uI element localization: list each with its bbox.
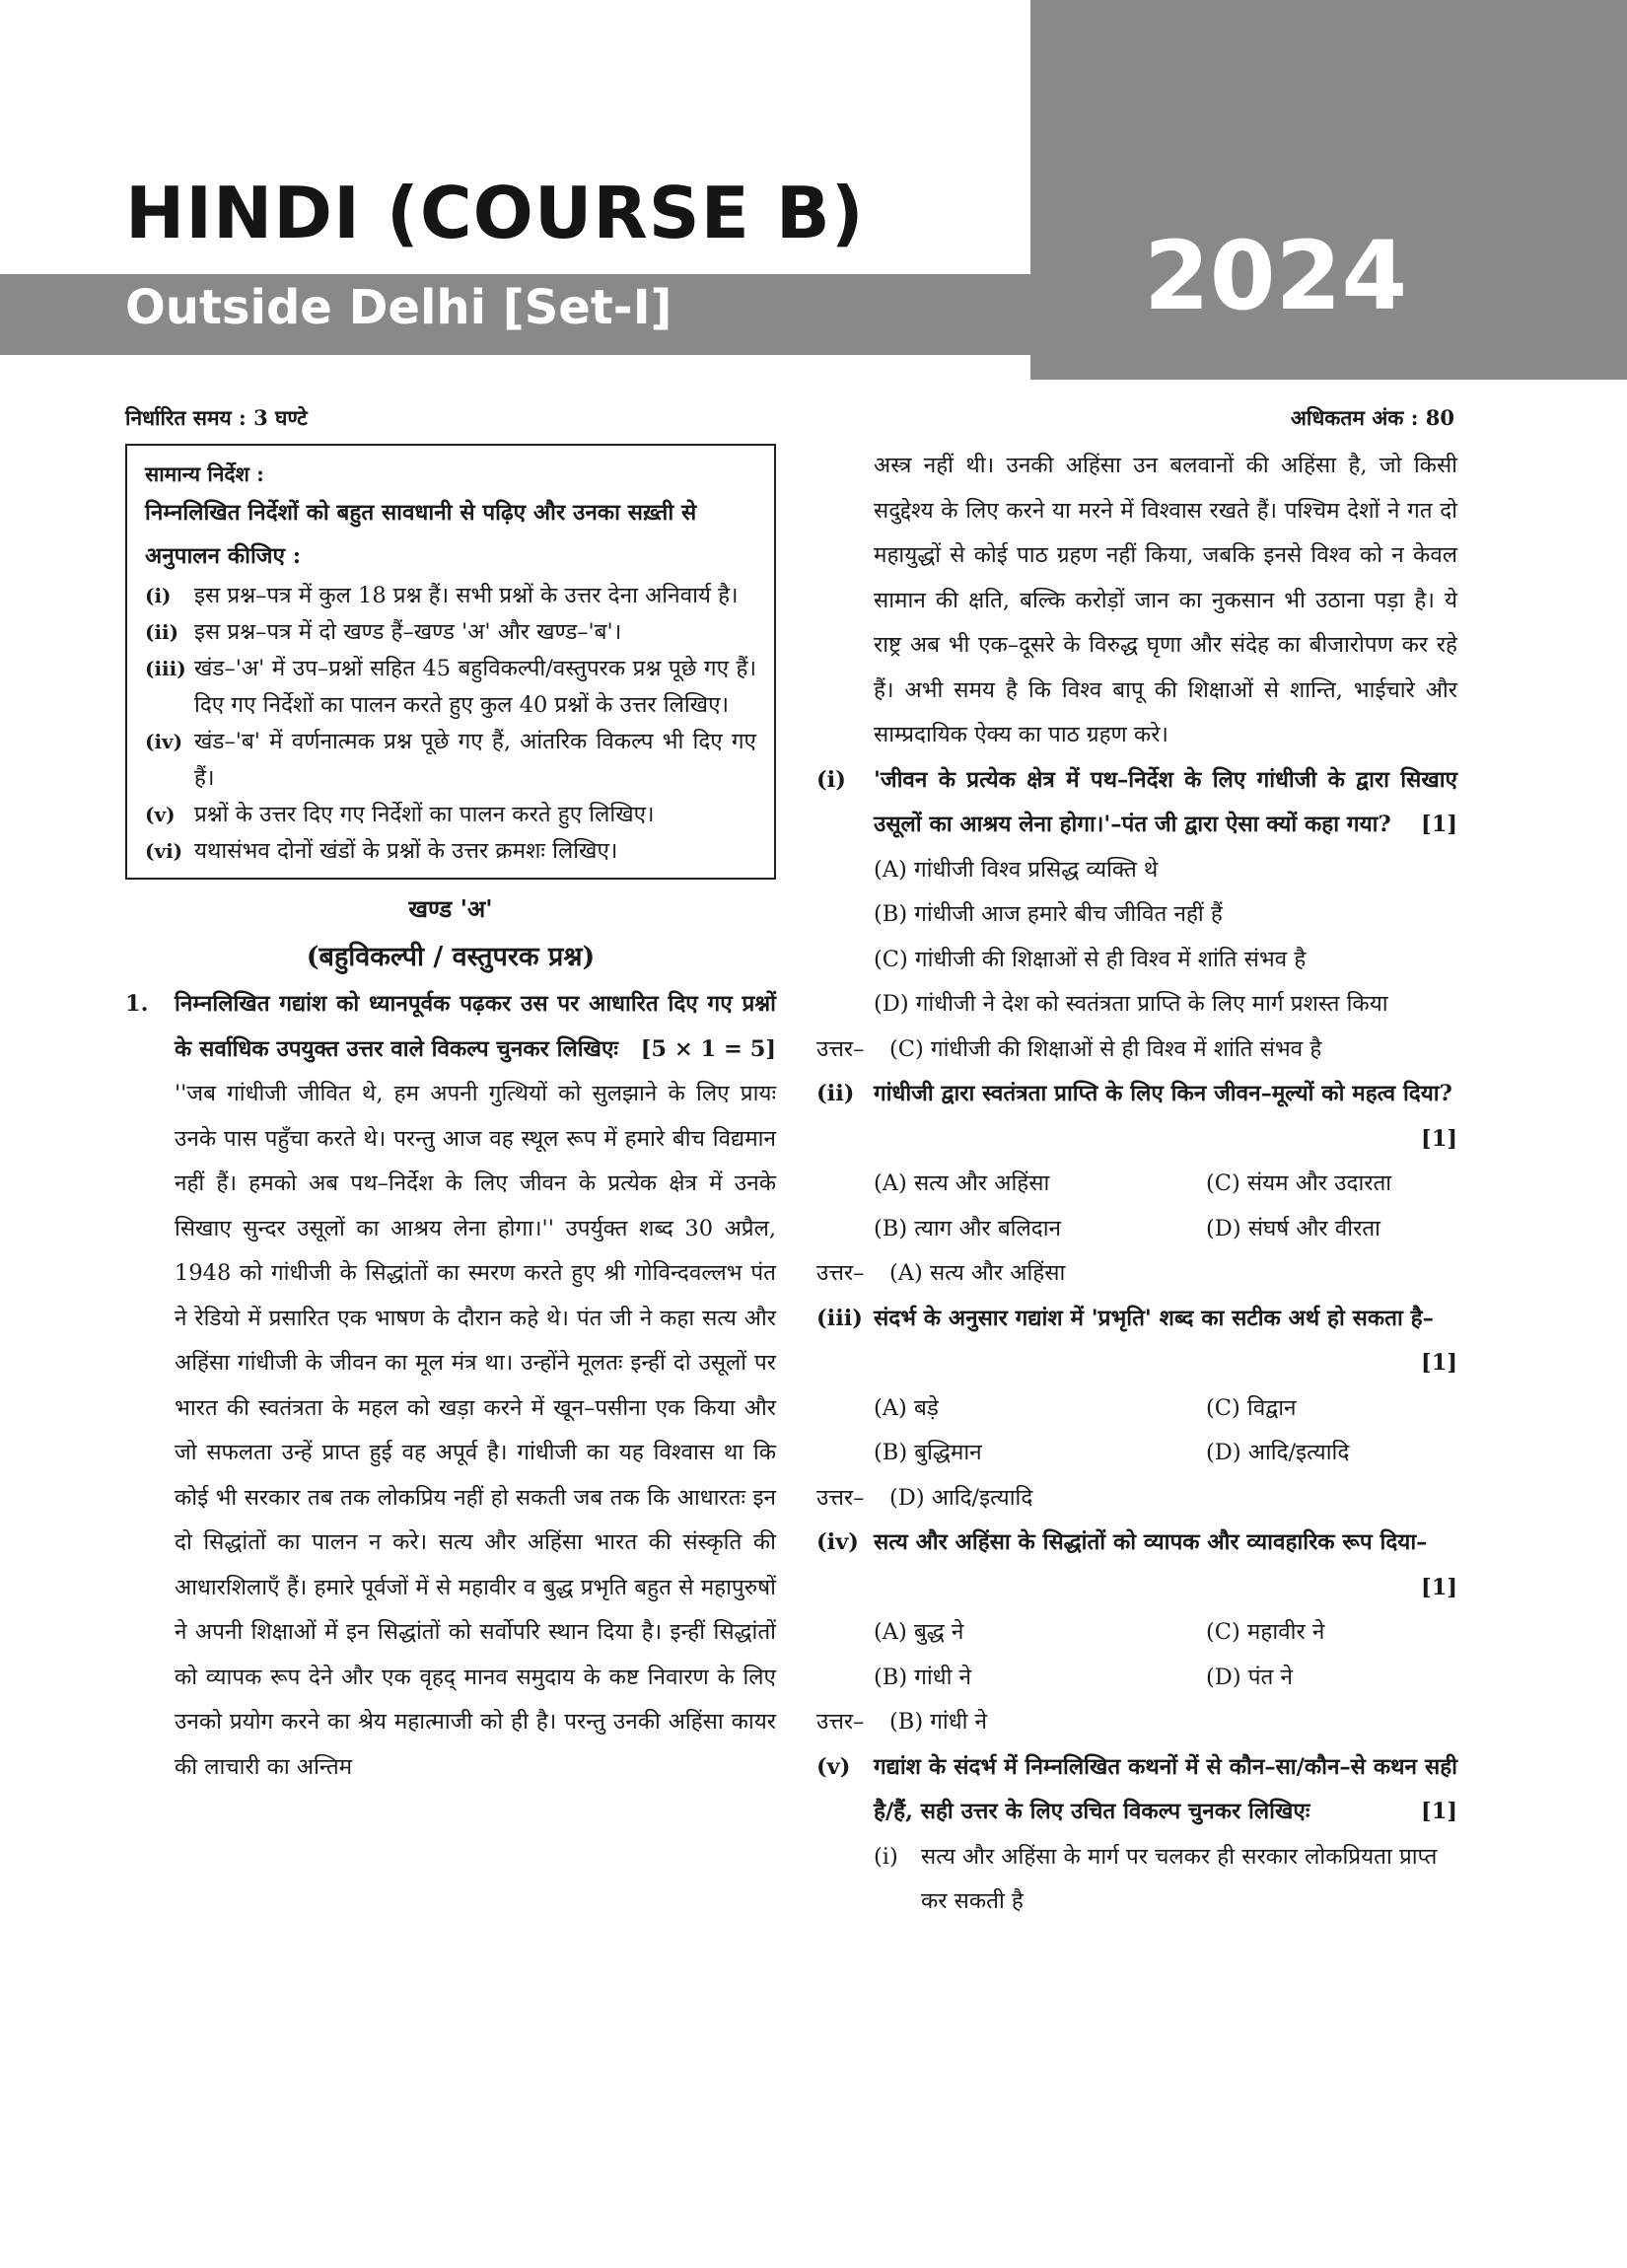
subquestion-number: (i) (816, 766, 846, 793)
instructions-intro: निम्नलिखित निर्देशों को बहुत सावधानी से पढ़िए और उनका सख़्ती से अनुपालन कीजिए : (145, 500, 697, 569)
option: (C) महावीर ने (1206, 1619, 1325, 1645)
question-text: निम्नलिखित गद्यांश को ध्यानपूर्वक पढ़कर उस पर आधारित दिए गए प्रश्नों के सर्वाधिक उपयुक्त उत्तर वाले विकल्प चुनकर लिखिएः (175, 991, 776, 1062)
subquestion-text: संदर्भ के अनुसार गद्यांश में 'प्रभृति' शब्द का सटीक अर्थ हो सकता है– (874, 1305, 1434, 1331)
option: (A) गांधीजी विश्व प्रसिद्ध व्यक्ति थे (874, 856, 1159, 883)
instruction-number: (iii) (145, 657, 186, 680)
subquestion-text: गद्यांश के संदर्भ में निम्नलिखित कथनों में से कौन–सा/कौन–से कथन सही है/हैं, सही उत्तर के लिए उचित विकल्प चुनकर लिखिएः (874, 1753, 1457, 1824)
option: (D) संघर्ष और वीरता (1206, 1215, 1380, 1241)
subquestion-marks: [1] (1421, 1125, 1457, 1152)
instruction-text: खंड–'ब' में वर्णनात्मक प्रश्न पूछे गए हैं, आंतरिक विकल्प भी दिए गए हैं। (194, 729, 756, 791)
instruction-item (145, 833, 756, 870)
answer-text: (C) गांधीजी की शिक्षाओं से ही विश्व में शांति संभव है (889, 1035, 1322, 1062)
option: (A) सत्य और अहिंसा (874, 1170, 1050, 1196)
answer (816, 1700, 1457, 1745)
instruction-text: खंड–'अ' में उप–प्रश्नों सहित 45 बहुविकल्पी/वस्तुपरक प्रश्न पूछे गए हैं। दिए गए निर्देशों का पालन करते हुए कुल 40 प्रश्नों के उत्तर लिखिए। (194, 656, 756, 718)
instruction-item (145, 724, 756, 797)
instruction-number: (i) (145, 584, 172, 607)
answer-label: उत्तर– (816, 1260, 865, 1286)
instructions-label: सामान्य निर्देश : (145, 461, 264, 486)
instruction-text: यथासंभव दोनों खंडों के प्रश्नों के उत्तर क्रमशः लिखिए। (194, 838, 618, 864)
answer (816, 1028, 1457, 1073)
question-1 (125, 982, 776, 1072)
options-grid (816, 1162, 1457, 1251)
option: (C) विद्वान (1206, 1394, 1297, 1421)
subquestion-4 (816, 1521, 1457, 1610)
passage-part-2: अस्त्र नहीं थी। उनकी अहिंसा उन बलवानों की अहिंसा है, जो किसी सदुद्देश्य के लिए करने या मरने में विश्वास रखते हैं। पश्चिम देशों ने गत दो महायुद्धों से कोई पाठ ग्रहण नहीं किया, जबकि इनसे विश्व को न केवल सामान की क्षति, बल्कि करोड़ों जान का नुकसान भी उठाना पड़ा है। ये राष्ट्र अब भी एक–दूसरे के विरुद्ध घृणा और संदेह का बीजारोपण कर रहे हैं। अभी समय है कि विश्व बापू की शिक्षाओं से शान्ति, भाईचारे और साम्प्रदायिक ऐक्य का पाठ ग्रहण करे। (874, 453, 1457, 747)
page-title: HINDI (COURSE B) (125, 172, 865, 254)
instruction-number: (ii) (145, 620, 179, 644)
subquestion-1 (816, 758, 1457, 848)
option: (D) आदि/इत्यादि (1206, 1440, 1350, 1465)
option: (B) गांधी ने (874, 1664, 972, 1690)
subquestion-5 (816, 1745, 1457, 1835)
options-grid (816, 1386, 1457, 1476)
subquestion-number: (iii) (816, 1305, 863, 1331)
statement-text: सत्य और अहिंसा के मार्ग पर चलकर ही सरकार लोकप्रियता प्राप्त कर सकती है (921, 1843, 1438, 1914)
option: (D) गांधीजी ने देश को स्वतंत्रता प्राप्ति के लिए मार्ग प्रशस्त किया (874, 991, 1388, 1017)
option: (B) गांधीजी आज हमारे बीच जीवित नहीं हैं (874, 901, 1223, 927)
instruction-number: (v) (145, 803, 176, 826)
section-heading: खण्ड 'अ' (408, 894, 493, 923)
subquestion-text: सत्य और अहिंसा के सिद्धांतों को व्यापक और व्यावहारिक रूप दिया– (874, 1529, 1428, 1555)
instruction-number: (iv) (145, 730, 183, 753)
answer-text: (B) गांधी ने (889, 1709, 988, 1735)
time-allowed: निर्धारित समय : 3 घण्टे (125, 405, 308, 430)
subquestion-2 (816, 1072, 1457, 1162)
answer-text: (D) आदि/इत्यादि (889, 1484, 1033, 1511)
general-instructions-box (125, 444, 776, 880)
subquestion-text: 'जीवन के प्रत्येक क्षेत्र में पथ–निर्देश के लिए गांधीजी के द्वारा सिखाए उसूलों का आश्रय लेना होगा।'–पंत जी द्वारा ऐसा क्यों कहा गया? (874, 766, 1457, 837)
options-grid (816, 1610, 1457, 1700)
option: (C) गांधीजी की शिक्षाओं से ही विश्व में शांति संभव है (874, 946, 1307, 972)
instruction-item (145, 614, 756, 651)
answer-label: उत्तर– (816, 1484, 865, 1511)
subquestion-marks: [1] (1421, 812, 1457, 837)
exam-year: 2024 (1144, 221, 1408, 331)
question-number: 1. (125, 991, 149, 1017)
maximum-marks: अधिकतम अंक : 80 (1290, 405, 1454, 430)
instruction-text: इस प्रश्न–पत्र में दो खण्ड हैं–खण्ड 'अ' और खण्ड–'ब'। (194, 619, 622, 645)
option: (A) बुद्ध ने (874, 1619, 964, 1645)
instruction-text: इस प्रश्न–पत्र में कुल 18 प्रश्न हैं। सभी प्रश्नों के उत्तर देना अनिवार्य है। (194, 583, 739, 608)
option: (B) त्याग और बलिदान (874, 1215, 1062, 1241)
subquestion-3 (816, 1297, 1457, 1386)
left-column (125, 444, 776, 1790)
answer-label: उत्तर– (816, 1035, 865, 1062)
subquestion-number: (ii) (816, 1081, 855, 1106)
statement-number: (i) (874, 1843, 898, 1870)
option: (A) बड़े (874, 1394, 939, 1421)
page-subtitle: Outside Delhi [Set-I] (125, 280, 672, 335)
right-column (816, 444, 1457, 1925)
option: (C) संयम और उदारता (1206, 1170, 1392, 1196)
option: (B) बुद्धिमान (874, 1440, 982, 1465)
subquestion-marks: [1] (1421, 1799, 1457, 1824)
option: (D) पंत ने (1206, 1664, 1293, 1690)
answer-text: (A) सत्य और अहिंसा (889, 1260, 1066, 1286)
answer (816, 1476, 1457, 1522)
instruction-item (145, 651, 756, 724)
instruction-item (145, 578, 756, 614)
statement (816, 1835, 1457, 1925)
subquestion-marks: [1] (1421, 1574, 1457, 1600)
answer (816, 1251, 1457, 1297)
question-marks: [5 × 1 = 5] (640, 1035, 776, 1062)
instruction-number: (vi) (145, 839, 183, 863)
passage-part-1: ''जब गांधीजी जीवित थे, हम अपनी गुत्थियों को सुलझाने के लिए प्रायः उनके पास पहुँचा करते थे। परन्तु आज वह स्थूल रूप में हमारे बीच विद्यमान नहीं हैं। हमको अब पथ–निर्देश के लिए जीवन के प्रत्येक क्षेत्र में उनके सिखाए सुन्दर उसूलों का आश्रय लेना होगा।'' उपर्युक्त शब्द 30 अप्रैल, 1948 को गांधीजी के सिद्धांतों का स्मरण करते हुए श्री गोविन्दवल्लभ पंत ने रेडियो में प्रसारित एक भाषण के दौरान कहे थे। पंत जी ने कहा सत्य और अहिंसा गांधीजी के जीवन का मूल मंत्र था। उन्होंने मूलतः इन्हीं दो उसूलों पर भारत की स्वतंत्रता के महल को खड़ा करने में खून–पसीना एक किया और जो सफलता उन्हें प्राप्त हुई वह अपूर्व है। गांधीजी का यह विश्वास था कि कोई भी सरकार तब तक लोकप्रिय नहीं हो सकती जब तक कि आधारतः इन दो सिद्धांतों का पालन न करे। सत्य और अहिंसा भारत की संस्कृति की आधारशिलाएँ हैं। हमारे पूर्वजों में से महावीर व बुद्ध प्रभृति बहुत से महापुरुषों ने अपनी शिक्षाओं में इन सिद्धांतों को सर्वोपरि स्थान दिया है। इन्हीं सिद्धांतों को व्यापक रूप देने और एक वृहद् मानव समुदाय के कष्ट निवारण के लिए उनको प्रयोग करने का श्रेय महात्माजी को ही है। परन्तु उनकी अहिंसा कायर की लाचारी का अन्तिम (175, 1081, 776, 1780)
instruction-text: प्रश्नों के उत्तर दिए गए निर्देशों का पालन करते हुए लिखिए। (194, 802, 655, 827)
subquestion-text: गांधीजी द्वारा स्वतंत्रता प्राप्ति के लिए किन जीवन–मूल्यों को महत्व दिया? (874, 1081, 1452, 1106)
section-subheading: (बहुविकल्पी / वस्तुपरक प्रश्न) (306, 942, 596, 972)
answer-label: उत्तर– (816, 1709, 865, 1735)
subquestion-marks: [1] (1421, 1350, 1457, 1376)
subquestion-number: (v) (816, 1753, 851, 1780)
instruction-item (145, 797, 756, 833)
subquestion-number: (iv) (816, 1529, 859, 1555)
